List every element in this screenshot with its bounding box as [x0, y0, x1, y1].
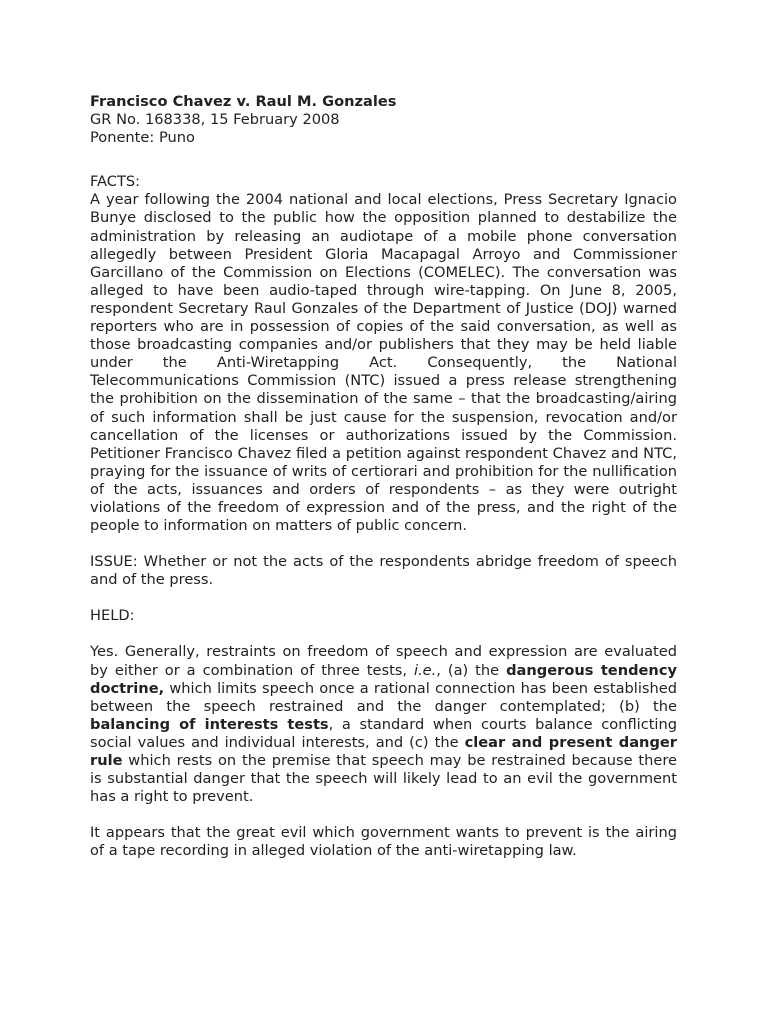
facts-paragraph: A year following the 2004 national and local elections, Press Secretary Ignacio Bunye disclosed to the public how the opposition planned to destabilize the administration by releasing an audiotape of a mobile phone conversation allegedly between President Gloria Macapagal Arroyo and Commissioner Garcillano of the Commission on Elections (COMELEC). The conversation was alleged to have been audio-taped through wire-tapping. On June 8, 2005, respondent Secretary Raul Gonzales of the Department of Justice (DOJ) warned reporters who are in possession of copies of the said conversation, as well as those broadcasting companies and/or publishers that they may be held liable under the Anti-Wiretapping Act. Consequently, the National Telecommunications Commission (NTC) issued a press release strengthening the prohibition on the dissemination of the same – that the broadcasting/airing of such information shall be just cause for the suspension, revocation and/or cancellation of the licenses or authorizations issued by the Commission. Petitioner Francisco Chavez filed a petition against respondent Chavez and NTC, praying for the issuance of writs of certiorari and prohibition for the nullification of the acts, issuances and orders of respondents – as they were outright violations of the freedom of expression and of the press, and the right of the people to information on matters of public concern. [90, 191, 677, 535]
case-gr-number: GR No. 168338, 15 February 2008 [90, 111, 340, 129]
test-clear-present-danger: clear and present danger rule [90, 733, 677, 769]
document-body [90, 93, 677, 860]
held-text-segment: Yes. Generally, restraints on freedom of speech and expression are evaluated by either or a combination of three tests, [90, 643, 677, 679]
test-balancing-interests: balancing of interests tests [90, 715, 329, 733]
held-text-segment: , a standard when courts balance conflicting social values and individual interests, and (c) the [90, 715, 678, 751]
test-dangerous-tendency: dangerous tendency doctrine, [90, 661, 677, 697]
issue-paragraph: ISSUE: Whether or not the acts of the respondents abridge freedom of speech and of the press. [90, 553, 677, 589]
held-paragraph-1 [90, 643, 677, 806]
held-paragraph-2: It appears that the great evil which government wants to prevent is the airing of a tape recording in alleged violation of the anti-wiretapping law. [90, 824, 677, 860]
held-heading: HELD: [90, 607, 135, 625]
held-text-segment: , (a) the [436, 661, 507, 679]
held-text-segment: which rests on the premise that speech may be restrained because there is substantial danger that the speech will likely lead to an evil the government has a right to prevent. [90, 752, 677, 806]
facts-heading: FACTS: [90, 173, 141, 191]
case-ponente: Ponente: Puno [90, 129, 195, 147]
held-ie-abbrev: i.e. [413, 661, 437, 679]
held-text-segment: which limits speech once a rational connection has been established between the speech restrained and the danger contemplated; (b) the [90, 679, 677, 715]
case-title: Francisco Chavez v. Raul M. Gonzales [90, 93, 397, 110]
